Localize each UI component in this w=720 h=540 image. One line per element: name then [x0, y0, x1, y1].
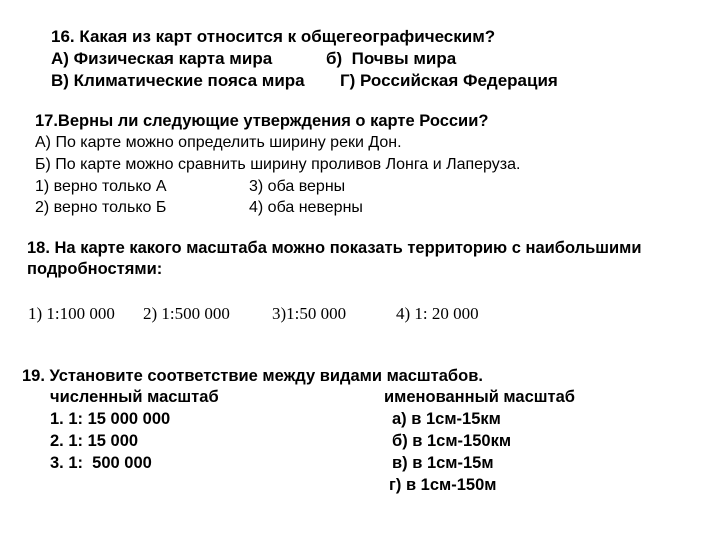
q19-question: 19. Установите соответствие между видами масштабов.	[22, 367, 483, 385]
q18-option-2: 2) 1:500 000	[143, 304, 230, 323]
q17-answer-2: 2) верно только Б	[35, 199, 167, 216]
q19-right-item: г) в 1см-150м	[389, 476, 497, 494]
q17-question: 17.Верны ли следующие утверждения о карте России?	[35, 112, 489, 130]
q18-question-line1: 18. На карте какого масштаба можно показать территорию с наибольшими	[27, 239, 642, 257]
q18-question-line2: подробностями:	[27, 260, 163, 278]
q18-option-1: 1) 1:100 000	[28, 304, 115, 323]
q19-left-item: 2. 1: 15 000	[50, 432, 139, 450]
q19-right-header: именованный масштаб	[384, 388, 575, 406]
q19-right-item: в) в 1см-15м	[392, 454, 494, 472]
q17-statement-b: Б) По карте можно сравнить ширину проливов Лонга и Лаперуза.	[35, 156, 521, 173]
q16-option-a: А) Физическая карта мира	[51, 49, 273, 68]
q18-option-3: 3)1:50 000	[272, 304, 347, 323]
q16-option-b: б) Почвы мира	[326, 49, 457, 68]
q16-option-g: Г) Российская Федерация	[340, 71, 558, 90]
q17-statement-a: А) По карте можно определить ширину реки Дон.	[35, 134, 402, 151]
q19-left-header: численный масштаб	[50, 388, 219, 406]
q19-right-item: б) в 1см-150км	[392, 432, 512, 450]
q19-right-item: а) в 1см-15км	[392, 410, 501, 428]
q18-option-4: 4) 1: 20 000	[396, 304, 479, 323]
q17-answer-1: 1) верно только А	[35, 178, 167, 195]
q16-option-v: В) Климатические пояса мира	[51, 71, 305, 90]
q17-answer-3: 3) оба верны	[249, 178, 346, 195]
q16-question: 16. Какая из карт относится к общегеографическим?	[51, 27, 496, 46]
q19-left-item: 3. 1: 500 000	[50, 454, 152, 472]
q17-answer-4: 4) оба неверны	[249, 199, 363, 216]
q19-left-item: 1. 1: 15 000 000	[50, 410, 171, 428]
